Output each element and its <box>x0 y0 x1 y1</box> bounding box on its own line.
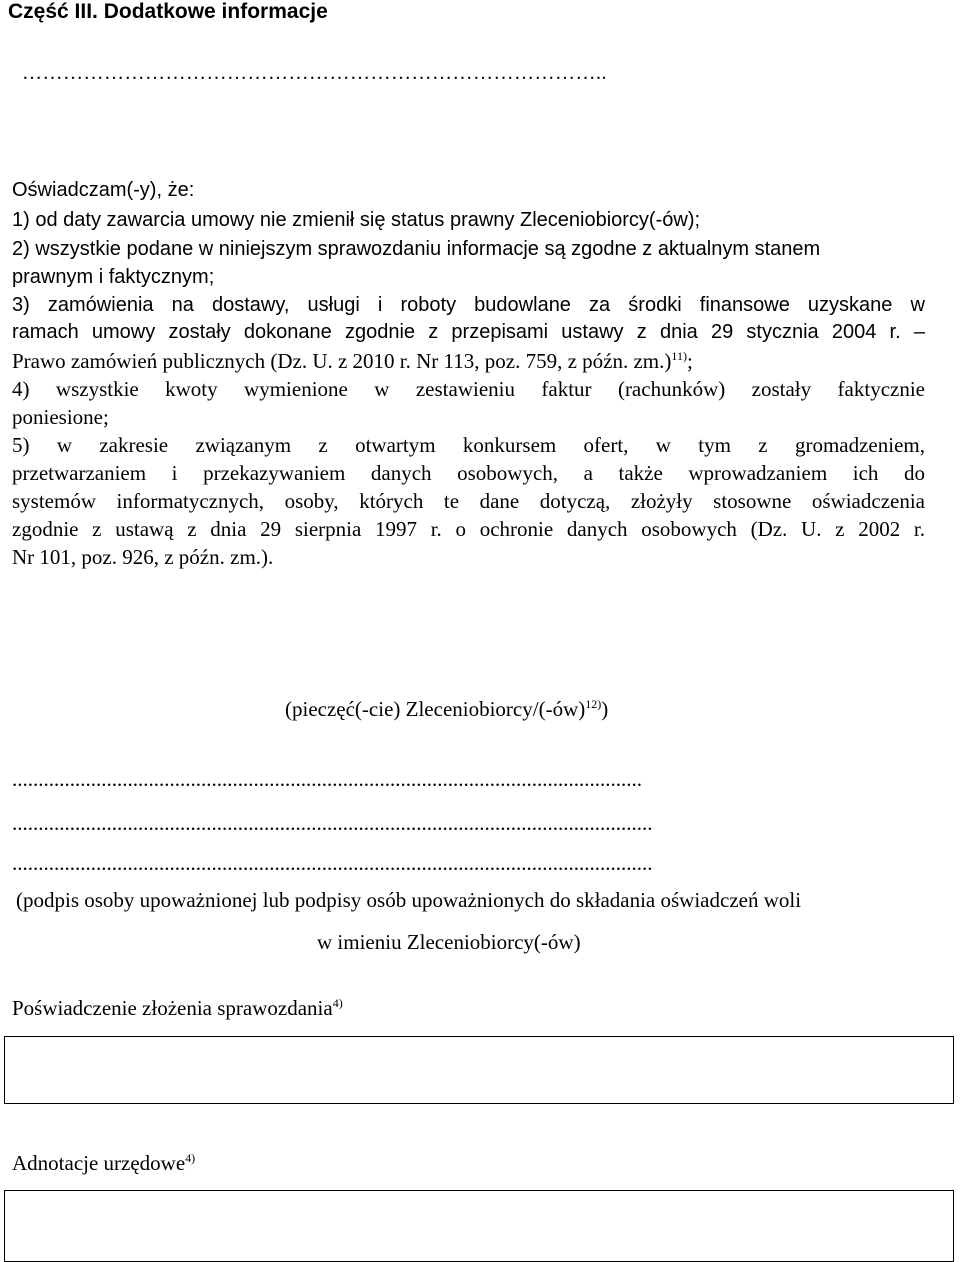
signature-caption-line-1: (podpis osoby upoważnionej lub podpisy osób upoważnionych do składania oświadczeń woli <box>16 888 802 912</box>
statement-item-5-line-2: przetwarzaniem i przekazywaniem danych osobowych, a także wprowadzaniem ich do <box>12 461 925 485</box>
statement-item-4-line-2: poniesione; <box>12 405 109 429</box>
official-notes-box[interactable] <box>4 1190 954 1262</box>
footnote-ref-4: 4) <box>332 996 343 1010</box>
statement-item-3-line-3 <box>12 349 693 374</box>
signature-dotted-line-2: .......................................................................................................................... <box>12 811 653 835</box>
dotted-line: ………………………………………………………………………….. <box>22 62 607 84</box>
statement-item-3-line-2: ramach umowy zostały dokonane zgodnie z przepisami ustawy z dnia 29 stycznia 2004 r. – <box>12 321 925 343</box>
statement-item-2-line-1: 2) wszystkie podane w niniejszym sprawozdaniu informacje są zgodne z aktualnym stanem <box>12 238 821 260</box>
stamp-caption-end: ) <box>601 697 609 721</box>
statement-item-5-line-5: Nr 101, poz. 926, z późn. zm.). <box>12 545 274 569</box>
stamp-caption <box>285 697 608 722</box>
statement-item-4-line-1: 4) wszystkie kwoty wymienione w zestawieniu faktur (rachunków) zostały faktycznie <box>12 377 925 401</box>
statement-item-5-line-1: 5) w zakresie związanym z otwartym konkursem ofert, w tym z gromadzeniem, <box>12 433 925 457</box>
footnote-ref-11: 11) <box>671 349 687 363</box>
statement-item-3-line-3-text: Prawo zamówień publicznych (Dz. U. z 2010 r. Nr 113, poz. 759, z późn. zm.) <box>12 349 672 373</box>
confirmation-label <box>12 996 343 1021</box>
statement-item-1: 1) od daty zawarcia umowy nie zmienił się status prawny Zleceniobiorcy(-ów); <box>12 209 701 231</box>
section-title: Część III. Dodatkowe informacje <box>8 0 328 23</box>
statement-item-3-line-1: 3) zamówienia na dostawy, usługi i roboty budowlane za środki finansowe uzyskane w <box>12 294 925 316</box>
statement-item-5-line-3: systemów informatycznych, osoby, których te dane dotyczą, złożyły stosowne oświadczenia <box>12 489 925 513</box>
stamp-caption-text: (pieczęć(-cie) Zleceniobiorcy/(-ów) <box>285 697 586 721</box>
official-notes-label <box>12 1151 195 1176</box>
signature-dotted-line-3: .......................................................................................................................... <box>12 851 653 875</box>
signature-dotted-line-1: ........................................................................................................................ <box>12 767 642 791</box>
footnote-ref-12: 12) <box>585 697 602 711</box>
statement-item-5-line-4: zgodnie z ustawą z dnia 29 sierpnia 1997 r. o ochronie danych osobowych (Dz. U. z 2002 r. <box>12 517 925 541</box>
confirmation-box[interactable] <box>4 1036 954 1104</box>
footnote-ref-4-second: 4) <box>185 1151 196 1165</box>
signature-caption-line-2: w imieniu Zleceniobiorcy(-ów) <box>317 930 581 954</box>
statement-item-2-line-2: prawnym i faktycznym; <box>12 266 215 288</box>
official-notes-label-text: Adnotacje urzędowe <box>12 1151 186 1175</box>
statement-item-3-line-3-end: ; <box>686 349 693 373</box>
confirmation-label-text: Poświadczenie złożenia sprawozdania <box>12 996 333 1020</box>
statement-intro: Oświadczam(-y), że: <box>12 179 195 201</box>
